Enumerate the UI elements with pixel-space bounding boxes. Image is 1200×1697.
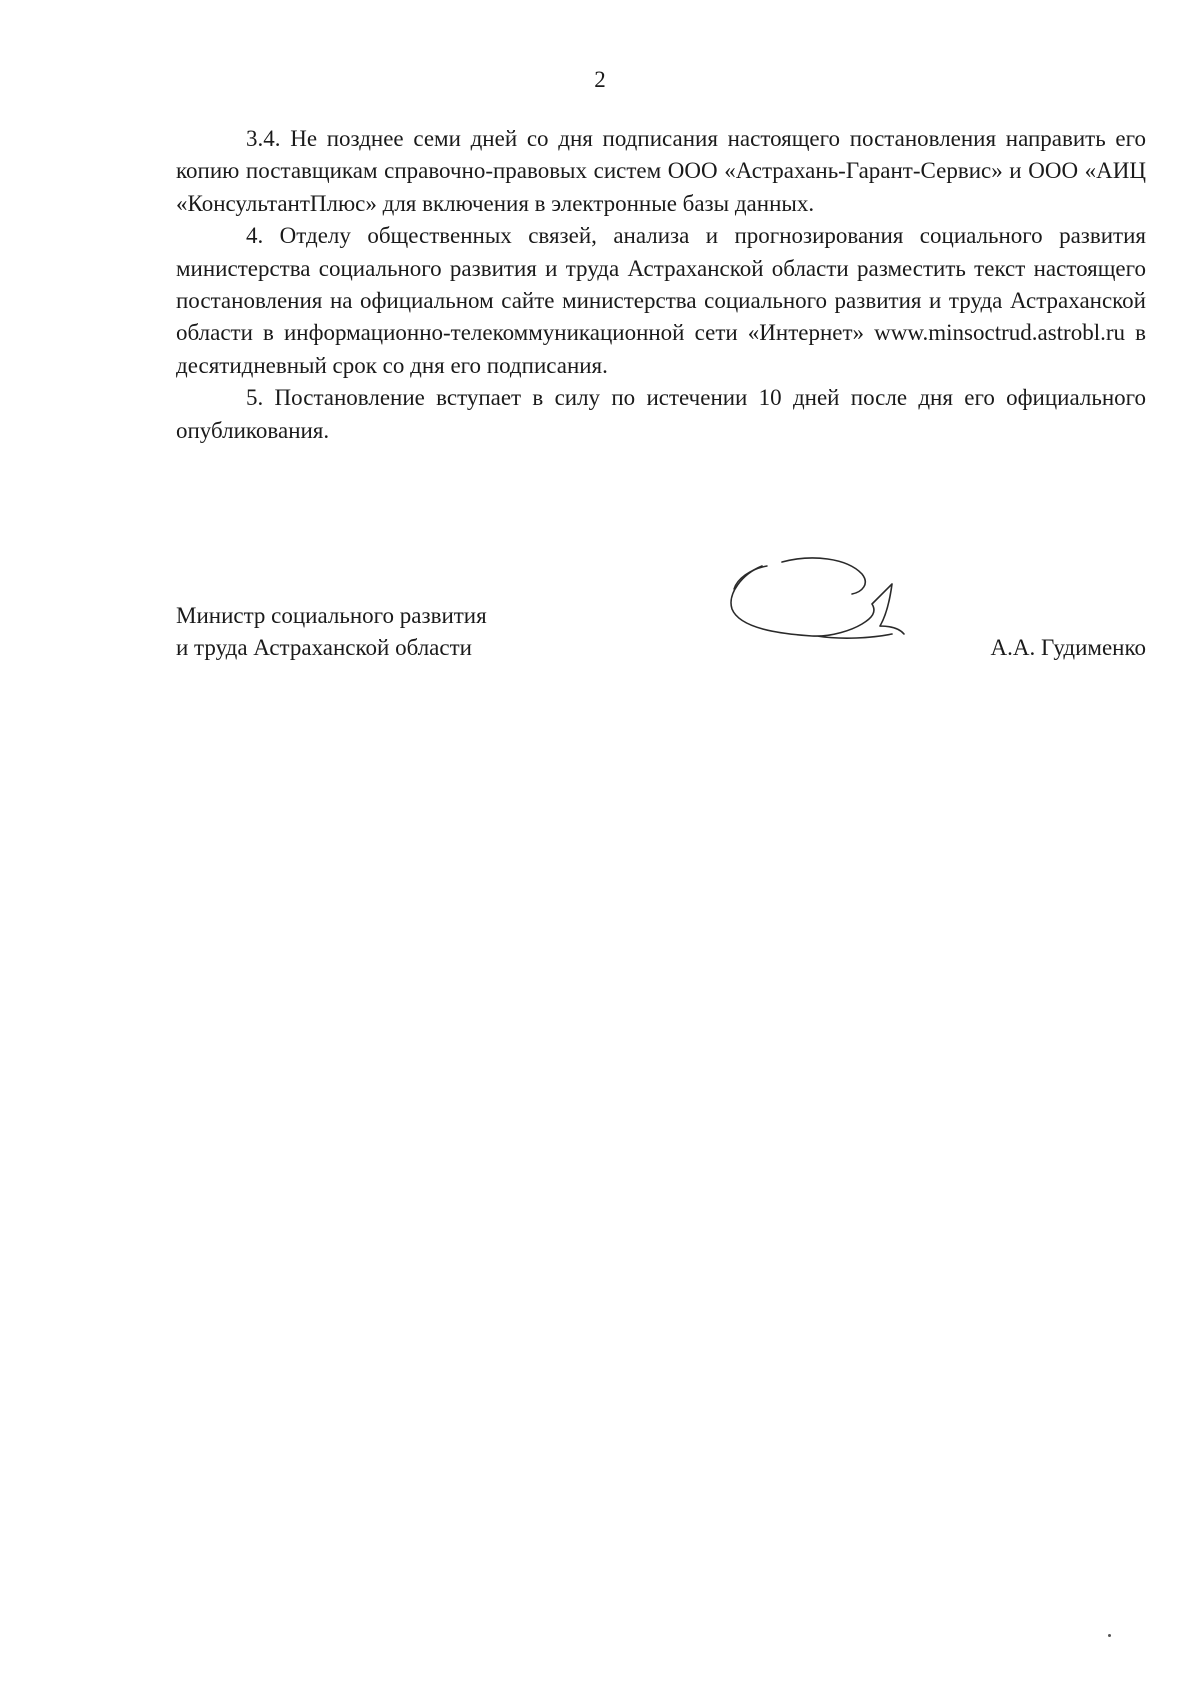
signature-block — [176, 600, 1146, 680]
signatory-name: А.А. Гудименко — [990, 635, 1146, 660]
scan-artifact-dot — [1108, 1634, 1111, 1637]
signatory-position-line-1: Министр социального развития — [176, 603, 487, 628]
paragraph-3-4: 3.4. Не позднее семи дней со дня подписания настоящего постановления направить его копию поставщикам справочно-правовых систем ООО «Астрахань-Гарант-Сервис» и ООО «АИЦ «КонсультантПлюс» для включения в электронные базы данных. — [176, 126, 1146, 216]
signatory-position-line-2: и труда Астраханской области — [176, 635, 472, 660]
paragraph-4: 4. Отделу общественных связей, анализа и прогнозирования социального развития министерства социального развития и труда Астраханской области разместить текст настоящего постановления на официальном сайте министерства социального развития и труда Астраханской области в информационно-телекоммуникационной сети «Интернет» www.minsoctrud.astrobl.ru в десятидневный срок со дня его подписания. — [176, 223, 1146, 378]
document-body — [176, 123, 1146, 447]
page-number: 2 — [594, 67, 606, 92]
paragraph-5: 5. Постановление вступает в силу по истечении 10 дней после дня его официального опубликования. — [176, 385, 1146, 443]
signatory-position — [176, 600, 487, 664]
